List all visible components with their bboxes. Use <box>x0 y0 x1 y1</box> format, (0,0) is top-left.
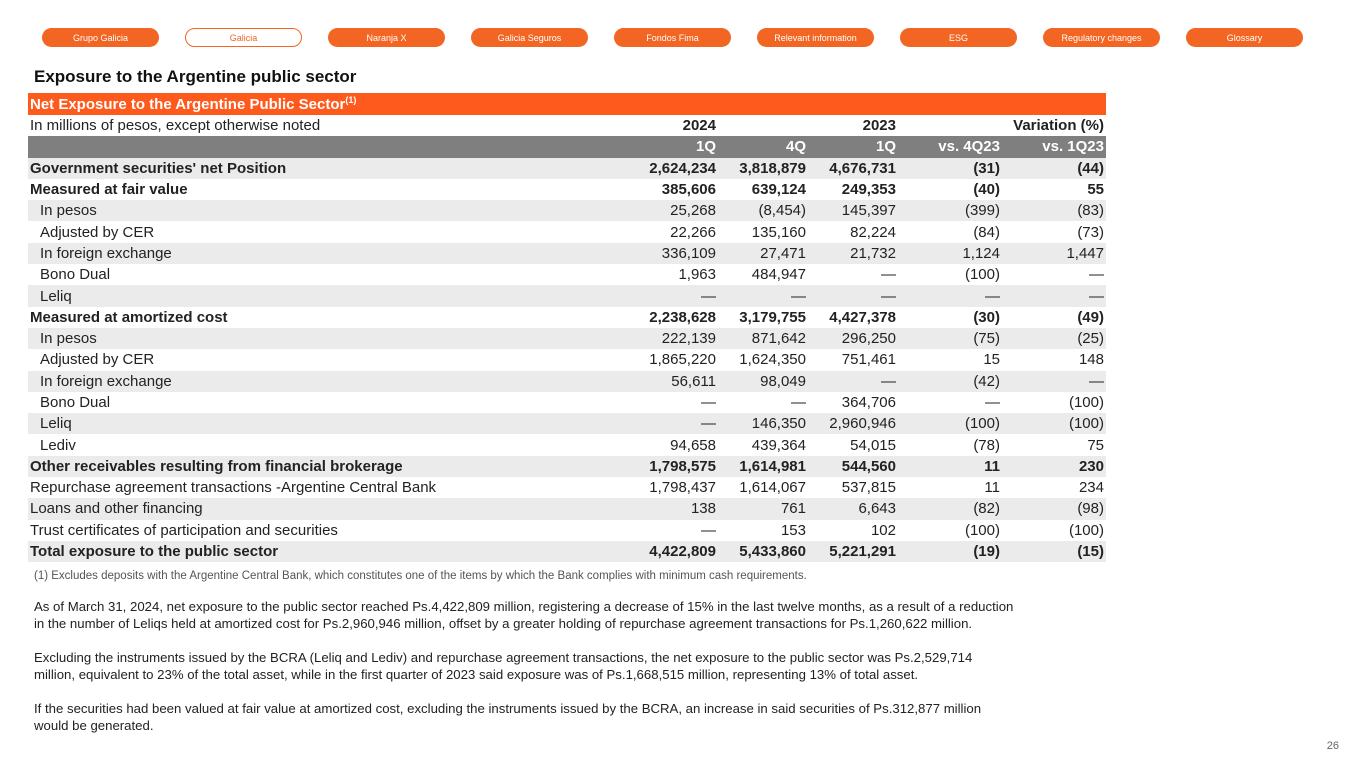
cell-vs-1q23: (100) <box>1068 521 1104 539</box>
cell-4q23: 3,179,755 <box>739 308 806 326</box>
row-label: Measured at amortized cost <box>30 308 228 326</box>
table-row <box>28 413 1106 434</box>
cell-4q23: 1,624,350 <box>739 351 806 369</box>
cell-1q24: — <box>701 521 716 539</box>
cell-vs-4q23: (84) <box>973 223 1000 241</box>
cell-4q23: 1,614,981 <box>718 456 808 477</box>
cell-1q23: — <box>881 266 896 284</box>
table-row <box>28 541 1106 562</box>
cell-vs-4q23: (40) <box>973 181 1000 199</box>
cell-vs-1q23: (100) <box>1002 413 1106 434</box>
cell-1q23: 2,960,946 <box>808 413 898 434</box>
cell-vs-1q23: 148 <box>1078 351 1104 369</box>
col-4q23: 4Q <box>718 136 808 157</box>
cell-vs-1q23: 230 <box>1002 456 1106 477</box>
cell-1q24: 25,268 <box>608 200 718 221</box>
cell-1q23: 5,221,291 <box>808 541 898 562</box>
col-1q23: 1Q <box>808 136 898 157</box>
row-label: Repurchase agreement transactions -Argentine Central Bank <box>30 479 437 497</box>
page-number: 26 <box>1326 740 1339 752</box>
column-header-row <box>28 136 1106 157</box>
cell-1q24: 22,266 <box>670 223 716 241</box>
section-nav <box>42 28 1303 47</box>
cell-4q23: 639,124 <box>751 181 806 199</box>
cell-1q23: 4,676,731 <box>808 158 898 179</box>
row-label: Leliq <box>28 413 608 434</box>
table-row <box>28 392 1106 413</box>
cell-vs-1q23: 75 <box>1087 436 1104 454</box>
cell-vs-1q23: (49) <box>1077 308 1104 326</box>
blank-header <box>28 136 608 157</box>
cell-vs-4q23: (42) <box>898 371 1002 392</box>
nav-tab-fondos-fima[interactable]: Fondos Fima <box>614 28 731 47</box>
cell-1q24: 4,422,809 <box>608 541 718 562</box>
row-label: In pesos <box>28 200 608 221</box>
nav-tab-regulatory-changes[interactable]: Regulatory changes <box>1043 28 1160 47</box>
row-label: In foreign exchange <box>28 371 608 392</box>
cell-1q23: 751,461 <box>841 351 896 369</box>
cell-1q24: 2,624,234 <box>608 158 718 179</box>
cell-1q23: 21,732 <box>808 243 898 264</box>
paragraph: As of March 31, 2024, net exposure to the public sector reached Ps.4,422,809 million, registering a decrease of 15% in the last twelve months, as a result of a reduction in the number of Leliqs held at amortized cost for Ps.2,960,946 million, offset by a greater holding of repurchase agreement transactions for Ps.1,260,622 million. <box>34 599 1014 631</box>
cell-4q23: 135,160 <box>751 223 806 241</box>
row-label: Trust certificates of participation and securities <box>30 521 338 539</box>
cell-1q23: 544,560 <box>808 456 898 477</box>
cell-4q23: 439,364 <box>751 436 806 454</box>
cell-1q23: 4,427,378 <box>829 308 896 326</box>
cell-vs-1q23: (44) <box>1002 158 1106 179</box>
cell-vs-4q23: (75) <box>898 328 1002 349</box>
nav-tab-grupo-galicia[interactable]: Grupo Galicia <box>42 28 159 47</box>
cell-vs-1q23: 234 <box>1078 479 1104 497</box>
cell-vs-4q23: (100) <box>964 521 1000 539</box>
cell-4q23: 98,049 <box>718 371 808 392</box>
cell-vs-1q23: — <box>1002 371 1106 392</box>
cell-1q23: 145,397 <box>808 200 898 221</box>
row-label: Government securities' net Position <box>28 158 608 179</box>
commentary <box>34 598 1014 751</box>
nav-tab-galicia[interactable]: Galicia <box>185 28 302 47</box>
col-1q24: 1Q <box>608 136 718 157</box>
nav-tab-esg[interactable]: ESG <box>900 28 1017 47</box>
table-row <box>28 520 1106 541</box>
table-row <box>28 221 1106 242</box>
table-row <box>28 371 1106 392</box>
row-label: In pesos <box>28 328 608 349</box>
nav-tab-glossary[interactable]: Glossary <box>1186 28 1303 47</box>
cell-4q23: 1,614,067 <box>739 479 806 497</box>
cell-4q23: — <box>791 394 806 411</box>
year-2023: 2023 <box>862 117 896 135</box>
cell-1q24: 94,658 <box>670 436 716 454</box>
row-label: In foreign exchange <box>28 243 608 264</box>
table-row <box>28 434 1106 455</box>
cell-vs-4q23: (78) <box>973 436 1000 454</box>
cell-1q24: 336,109 <box>608 243 718 264</box>
table-title-row <box>28 93 1106 115</box>
cell-vs-4q23: — <box>985 394 1000 411</box>
cell-4q23: 484,947 <box>751 266 806 284</box>
cell-vs-1q23: (25) <box>1002 328 1106 349</box>
cell-1q23: — <box>808 371 898 392</box>
row-label: Leliq <box>28 285 608 306</box>
table-row <box>28 243 1106 264</box>
cell-vs-4q23: (30) <box>973 308 1000 326</box>
footnote: (1) Excludes deposits with the Argentine Central Bank, which constitutes one of the items by which the Bank complies with minimum cash requirements. <box>34 570 807 582</box>
table-row <box>28 477 1106 498</box>
table-row <box>28 456 1106 477</box>
cell-vs-4q23: (82) <box>898 498 1002 519</box>
cell-vs-1q23: 55 <box>1087 181 1104 199</box>
cell-1q24: 222,139 <box>608 328 718 349</box>
row-label: Adjusted by CER <box>40 351 155 369</box>
cell-4q23: 761 <box>718 498 808 519</box>
cell-vs-1q23: (98) <box>1002 498 1106 519</box>
cell-1q24: 1,798,437 <box>649 479 716 497</box>
year-2024: 2024 <box>682 117 716 135</box>
cell-4q23: 5,433,860 <box>718 541 808 562</box>
table-row <box>28 328 1106 349</box>
cell-4q23: 146,350 <box>718 413 808 434</box>
cell-1q24: 56,611 <box>608 371 718 392</box>
cell-1q23: 82,224 <box>850 223 896 241</box>
page-title: Exposure to the Argentine public sector <box>34 67 357 86</box>
cell-1q24: 1,865,220 <box>649 351 716 369</box>
year-header-row <box>28 115 1106 136</box>
cell-vs-1q23: 1,447 <box>1002 243 1106 264</box>
row-label: Bono Dual <box>40 394 111 411</box>
table-row <box>28 285 1106 306</box>
row-label: Other receivables resulting from financial brokerage <box>28 456 608 477</box>
cell-1q23: 364,706 <box>841 394 896 411</box>
footnote-ref: (1) <box>345 95 357 105</box>
row-label: Lediv <box>40 436 76 454</box>
variation-header: Variation (%) <box>1013 117 1104 135</box>
cell-4q23: 871,642 <box>718 328 808 349</box>
cell-vs-4q23: (399) <box>898 200 1002 221</box>
row-label: Adjusted by CER <box>40 223 155 241</box>
cell-vs-4q23: — <box>898 285 1002 306</box>
table-title: Net Exposure to the Argentine Public Sector <box>30 96 346 113</box>
cell-1q24: — <box>608 413 718 434</box>
row-label: Measured at fair value <box>30 181 188 199</box>
cell-vs-1q23: (83) <box>1002 200 1106 221</box>
row-label: Total exposure to the public sector <box>28 541 608 562</box>
nav-tab-relevant-information[interactable]: Relevant information <box>757 28 874 47</box>
cell-1q23: 6,643 <box>808 498 898 519</box>
cell-vs-4q23: (19) <box>898 541 1002 562</box>
cell-1q24: — <box>608 285 718 306</box>
cell-vs-4q23: (31) <box>898 158 1002 179</box>
nav-tab-galicia-seguros[interactable]: Galicia Seguros <box>471 28 588 47</box>
col-vs-1q23: vs. 1Q23 <box>1002 136 1106 157</box>
cell-1q23: 54,015 <box>850 436 896 454</box>
cell-1q24: 2,238,628 <box>649 308 716 326</box>
cell-1q23: 102 <box>870 521 896 539</box>
nav-tab-naranja-x[interactable]: Naranja X <box>328 28 445 47</box>
table-row <box>28 179 1106 200</box>
row-label: Bono Dual <box>40 266 111 284</box>
table-row <box>28 498 1106 519</box>
col-vs-4q23: vs. 4Q23 <box>898 136 1002 157</box>
cell-vs-4q23: 11 <box>984 479 1000 497</box>
exposure-table <box>28 93 1106 562</box>
cell-1q24: 385,606 <box>661 181 716 199</box>
cell-1q23: 537,815 <box>841 479 896 497</box>
units-note: In millions of pesos, except otherwise noted <box>30 117 321 135</box>
cell-vs-4q23: 11 <box>898 456 1002 477</box>
table-row <box>28 349 1106 370</box>
cell-4q23: 27,471 <box>718 243 808 264</box>
paragraph: If the securities had been valued at fair value at amortized cost, excluding the instruments issued by the BCRA, an increase in said securities of Ps.312,877 million would be generated. <box>34 701 982 733</box>
table-row <box>28 264 1106 285</box>
cell-vs-4q23: 1,124 <box>898 243 1002 264</box>
paragraph: Excluding the instruments issued by the BCRA (Leliq and Lediv) and repurchase agreement transactions, the net exposure to the public sector was Ps.2,529,714 million, equivalent to 23% of the total asset, while in the first quarter of 2023 said exposure was of Ps.1,668,515 million, representing 13% of total asset. <box>34 650 973 682</box>
cell-1q24: 1,798,575 <box>608 456 718 477</box>
cell-vs-4q23: 15 <box>983 351 1000 369</box>
cell-1q24: 1,963 <box>678 266 716 284</box>
cell-vs-4q23: (100) <box>898 413 1002 434</box>
cell-vs-1q23: — <box>1002 285 1106 306</box>
cell-vs-4q23: (100) <box>964 266 1000 284</box>
cell-1q24: 138 <box>608 498 718 519</box>
cell-4q23: — <box>718 285 808 306</box>
cell-vs-1q23: (15) <box>1002 541 1106 562</box>
cell-1q23: 249,353 <box>841 181 896 199</box>
cell-vs-1q23: (100) <box>1068 394 1104 411</box>
cell-vs-1q23: (73) <box>1077 223 1104 241</box>
cell-4q23: (8,454) <box>718 200 808 221</box>
year-blank <box>718 115 808 136</box>
cell-1q24: — <box>701 394 716 411</box>
table-row <box>28 200 1106 221</box>
table-row <box>28 307 1106 328</box>
cell-4q23: 3,818,879 <box>718 158 808 179</box>
cell-1q23: 296,250 <box>808 328 898 349</box>
cell-4q23: 153 <box>780 521 806 539</box>
cell-vs-1q23: — <box>1089 266 1104 284</box>
row-label: Loans and other financing <box>28 498 608 519</box>
cell-1q23: — <box>808 285 898 306</box>
table-row <box>28 158 1106 179</box>
